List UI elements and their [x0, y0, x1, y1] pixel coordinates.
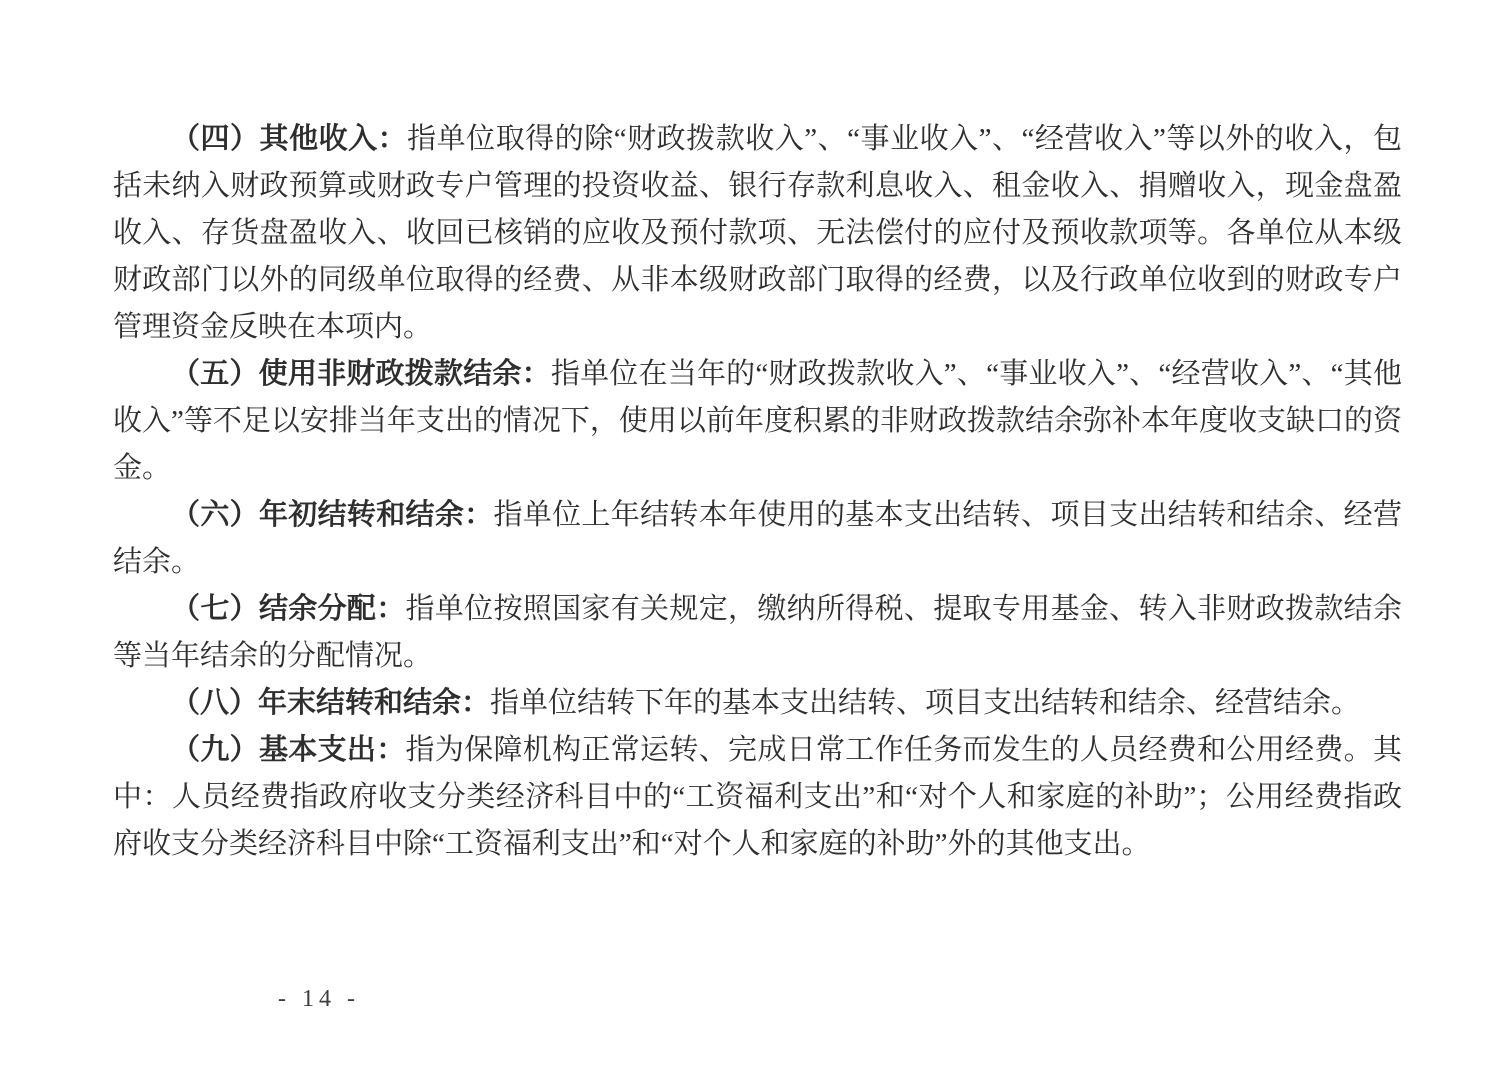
paragraph — [113, 116, 1402, 351]
paragraph-body: 指单位取得的除“财政拨款收入”、“事业收入”、“经营收入”等以外的收入，包括未纳入财政预算或财政专户管理的投资收益、银行存款利息收入、租金收入、捐赠收入，现金盘盈收入、存货盘盈收入、收回已核销的应收及预付款项、无法偿付的应付及预收款项等。各单位从本级财政部门以外的同级单位取得的经费、从非本级财政部门取得的经费，以及行政单位收到的财政专户管理资金反映在本项内。 — [113, 123, 1402, 343]
paragraph-body: 指单位结转下年的基本支出结转、项目支出结转和结余、经营结余。 — [490, 687, 1361, 719]
paragraph — [113, 727, 1402, 868]
paragraph-body: 指为保障机构正常运转、完成日常工作任务而发生的人员经费和公用经费。其中：人员经费指政府收支分类经济科目中的“工资福利支出”和“对个人和家庭的补助”；公用经费指政府收支分类经济科目中除“工资福利支出”和“对个人和家庭的补助”外的其他支出。 — [113, 734, 1402, 860]
paragraph-label: （七）结余分配： — [171, 593, 406, 625]
paragraph-body: 指单位在当年的“财政拨款收入”、“事业收入”、“经营收入”、“其他收入”等不足以安排当年支出的情况下，使用以前年度积累的非财政拨款结余弥补本年度收支缺口的资金。 — [113, 358, 1402, 484]
paragraph — [113, 680, 1402, 727]
paragraph — [113, 492, 1402, 586]
paragraph-label: （五）使用非财政拨款结余： — [171, 358, 551, 390]
paragraph — [113, 586, 1402, 680]
paragraph-label: （四）其他收入： — [171, 123, 408, 155]
paragraph-label: （九）基本支出： — [171, 734, 406, 766]
document-body — [113, 116, 1402, 868]
page-number: - 14 - — [278, 986, 360, 1012]
paragraph-label: （八）年末结转和结余： — [171, 687, 491, 719]
paragraph-label: （六）年初结转和结余： — [171, 499, 494, 531]
paragraph-body: 指单位按照国家有关规定，缴纳所得税、提取专用基金、转入非财政拨款结余等当年结余的分配情况。 — [113, 593, 1402, 672]
paragraph — [113, 351, 1402, 492]
paragraph-body: 指单位上年结转本年使用的基本支出结转、项目支出结转和结余、经营结余。 — [113, 499, 1402, 578]
